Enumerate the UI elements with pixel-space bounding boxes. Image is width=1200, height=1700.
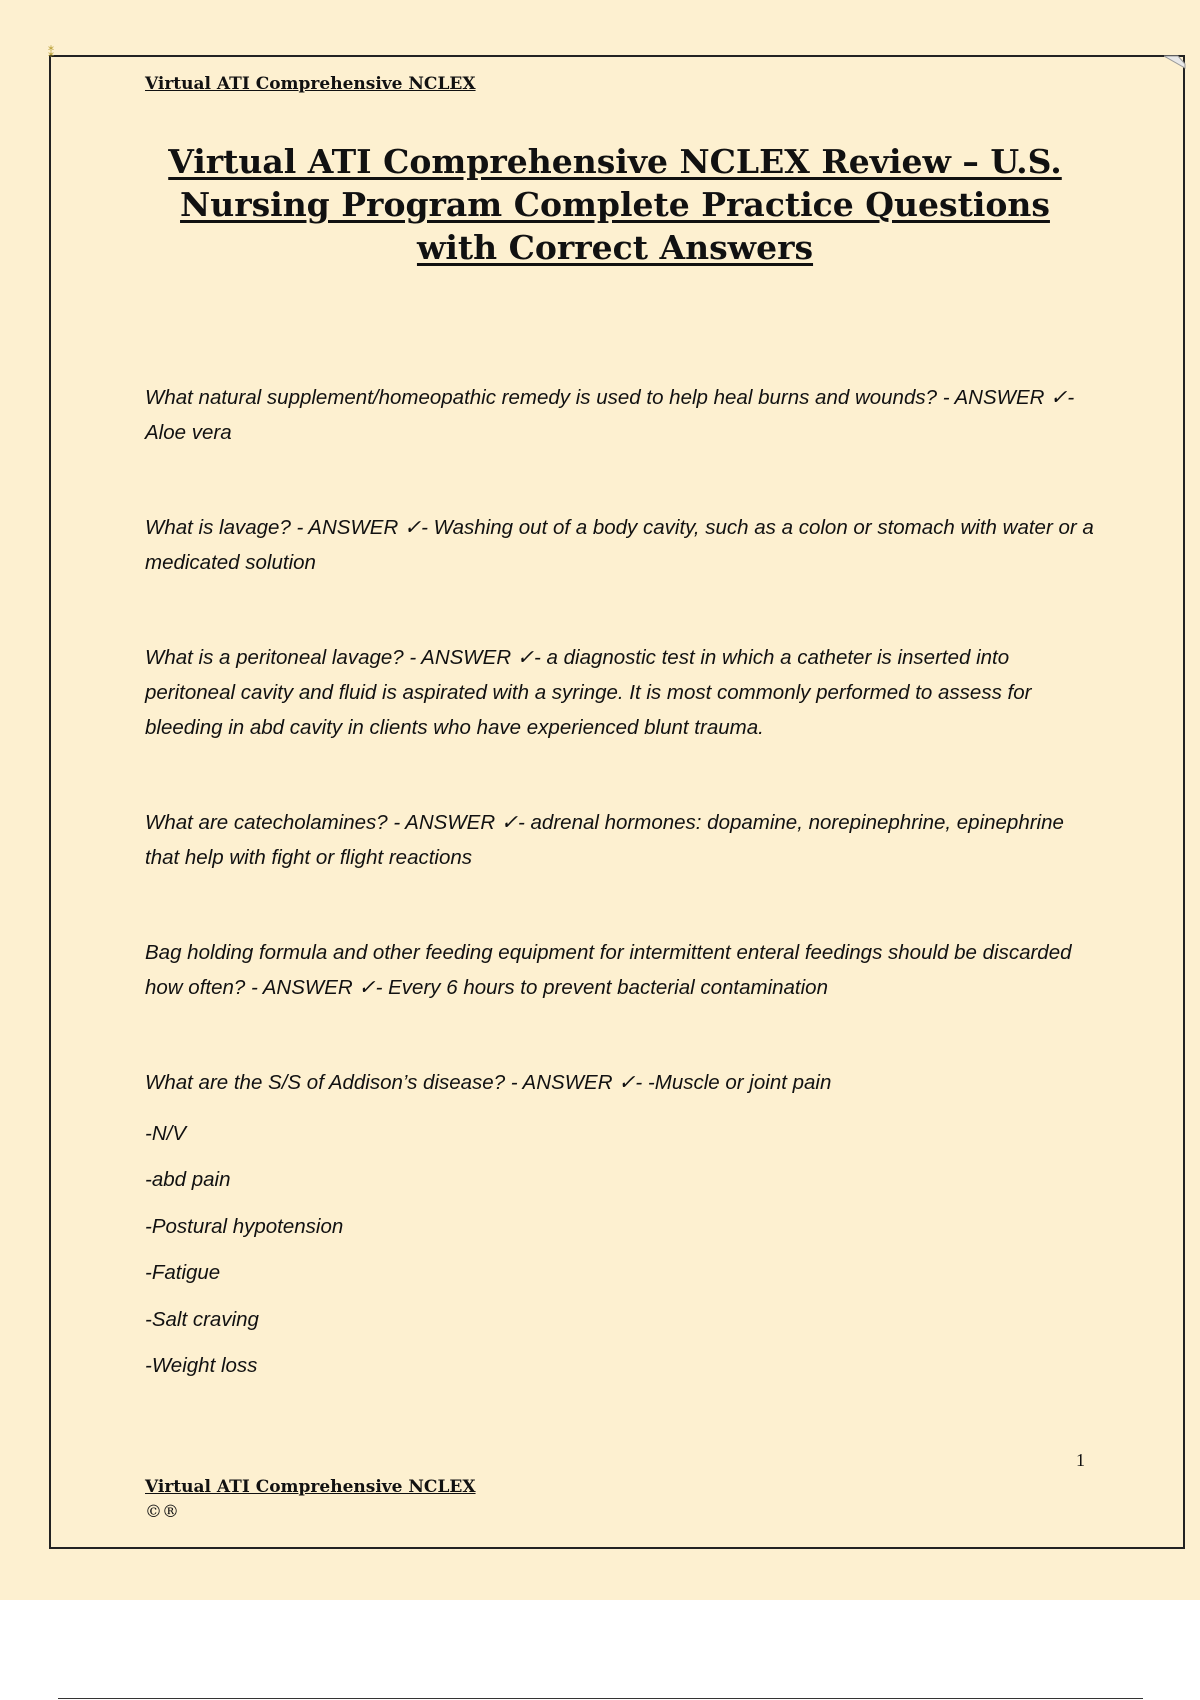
symptom-item: -Weight loss xyxy=(145,1354,258,1377)
symptom-list xyxy=(145,1121,1095,1380)
symptom-item: -Fatigue xyxy=(145,1261,221,1284)
qa-item xyxy=(145,380,1095,450)
qa-text: What are catecholamines? - ANSWER ✓- adrenal hormones: dopamine, norepinephrine, epinephrine that help with fight or flight reactions xyxy=(145,811,1064,869)
qa-item xyxy=(145,935,1095,1005)
qa-item xyxy=(145,510,1095,580)
qa-text: What is lavage? - ANSWER ✓- Washing out of a body cavity, such as a colon or stomach with water or a medicated solution xyxy=(145,516,1094,574)
qa-list xyxy=(145,380,1095,1439)
anchor-marker-icon: ⁑ xyxy=(48,46,54,60)
next-page-rule xyxy=(58,1698,1143,1699)
running-footer: Virtual ATI Comprehensive NCLEX xyxy=(145,1477,476,1497)
qa-item xyxy=(145,805,1095,875)
symptom-item: -Salt craving xyxy=(145,1307,259,1331)
qa-text: What natural supplement/homeopathic remedy is used to help heal burns and wounds? - ANSWER ✓- Aloe vera xyxy=(145,386,1075,444)
running-header: Virtual ATI Comprehensive NCLEX xyxy=(145,74,476,94)
qa-text: What is a peritoneal lavage? - ANSWER ✓- a diagnostic test in which a catheter is inserted into peritoneal cavity and fluid is aspirated with a syringe. It is most commonly performed to assess for bleeding in abd cavity in clients who have experienced blunt trauma. xyxy=(145,646,1032,739)
qa-text: What are the S/S of Addison’s disease? - ANSWER ✓- -Muscle or joint pain xyxy=(145,1071,832,1094)
symptom-item: -abd pain xyxy=(145,1168,231,1191)
qa-text: Bag holding formula and other feeding equipment for intermittent enteral feedings should be discarded how often? - ANSWER ✓- Every 6 hours to prevent bacterial contamination xyxy=(145,941,1072,999)
qa-item xyxy=(145,640,1095,745)
document-title: Virtual ATI Comprehensive NCLEX Review – U.S. Nursing Program Complete Practice Questions with Correct Answers xyxy=(168,142,1062,267)
symptom-item: -N/V xyxy=(145,1121,186,1145)
copyright-mark: ©® xyxy=(145,1502,179,1522)
page-curl-icon xyxy=(1164,55,1186,69)
symptom-item: -Postural hypotension xyxy=(145,1214,344,1238)
page-number: 1 xyxy=(1076,1450,1085,1470)
qa-item xyxy=(145,1065,1095,1379)
